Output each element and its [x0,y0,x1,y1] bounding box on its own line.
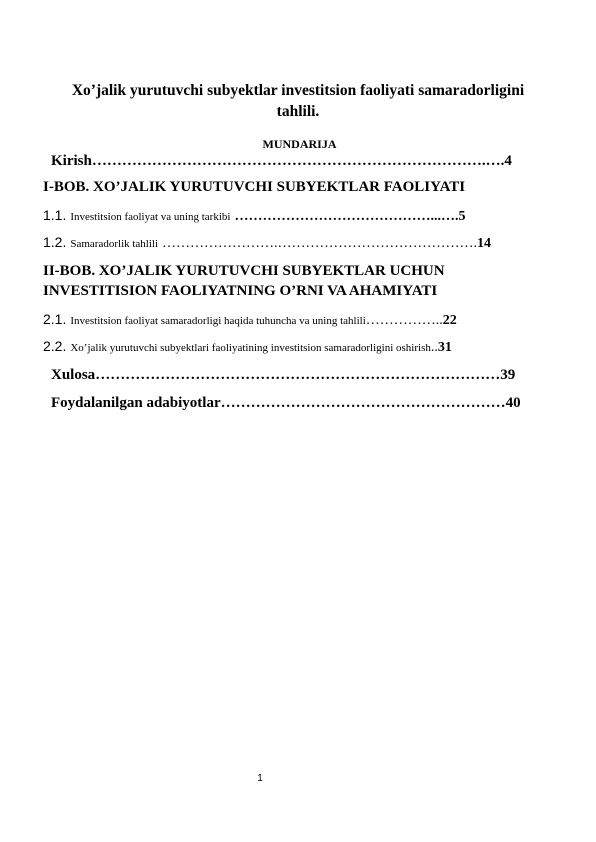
toc-dots: …………….. [365,313,443,328]
toc-entry-conclusion [51,366,515,384]
toc-text: Samaradorlik tahlili [70,238,159,250]
toc-text: Investitsion faoliyat va uning tarkibi [70,211,231,223]
toc-page: 5 [458,209,466,224]
toc-dots: ………………………………………………… [220,395,506,411]
toc-text: Xo’jalik yurutuvchi subyektlari faoliyatining investitsion samaradorligini oshirish [70,342,431,354]
toc-label: Foydalanilgan adabiyotlar [51,395,221,411]
toc-number: 1.1. [43,207,67,223]
toc-page: 39 [500,367,516,383]
toc-dots: .. [430,340,438,355]
toc-page: 22 [442,313,457,328]
toc-entry-2-1 [43,310,457,330]
chapter1-title: I-BOB. XO’JALIK YURUTUVCHI SUBYEKTLAR FAOLIYATI [43,179,466,195]
toc-dots: …………………………………………………………………….…. [91,153,505,169]
page-number: 1 [257,773,263,784]
toc-number: 1.2. [43,234,67,250]
toc-dots: ……………………………………...…. [234,209,459,224]
document-title: Xo’jalik yurutuvchi subyektlar investitsion faoliyati samaradorligini tahlili. [71,82,525,120]
toc-number: 2.2. [43,338,67,354]
toc-page: 40 [505,395,521,411]
toc-page: 31 [437,340,452,355]
toc-label: Xulosa [51,367,96,383]
toc-heading: MUNDARIJA [262,137,337,151]
chapter2-title-line2: INVESTITISION FAOLIYATNING O’RNI VA AHAMIYATI [43,283,438,299]
chapter2-title-line1: II-BOB. XO’JALIK YURUTUVCHI SUBYEKTLAR UCHUN [43,263,445,279]
toc-entry-2-2 [43,337,452,357]
toc-entry-1-1 [43,206,465,226]
toc-text: Investitsion faoliyat samaradorligi haqida tuhuncha va uning tahlili [70,315,366,327]
toc-entry-1-2 [43,233,491,253]
toc-dots: ……………………………………………………………………… [95,367,501,383]
toc-entry-references [51,394,521,412]
toc-entry-intro [51,152,512,170]
toc-label: Kirish [51,153,92,169]
toc-page: 14 [477,236,492,251]
toc-number: 2.1. [43,311,67,327]
toc-page: 4 [504,153,512,169]
toc-dots: …………………….……………………………………. [162,236,478,251]
